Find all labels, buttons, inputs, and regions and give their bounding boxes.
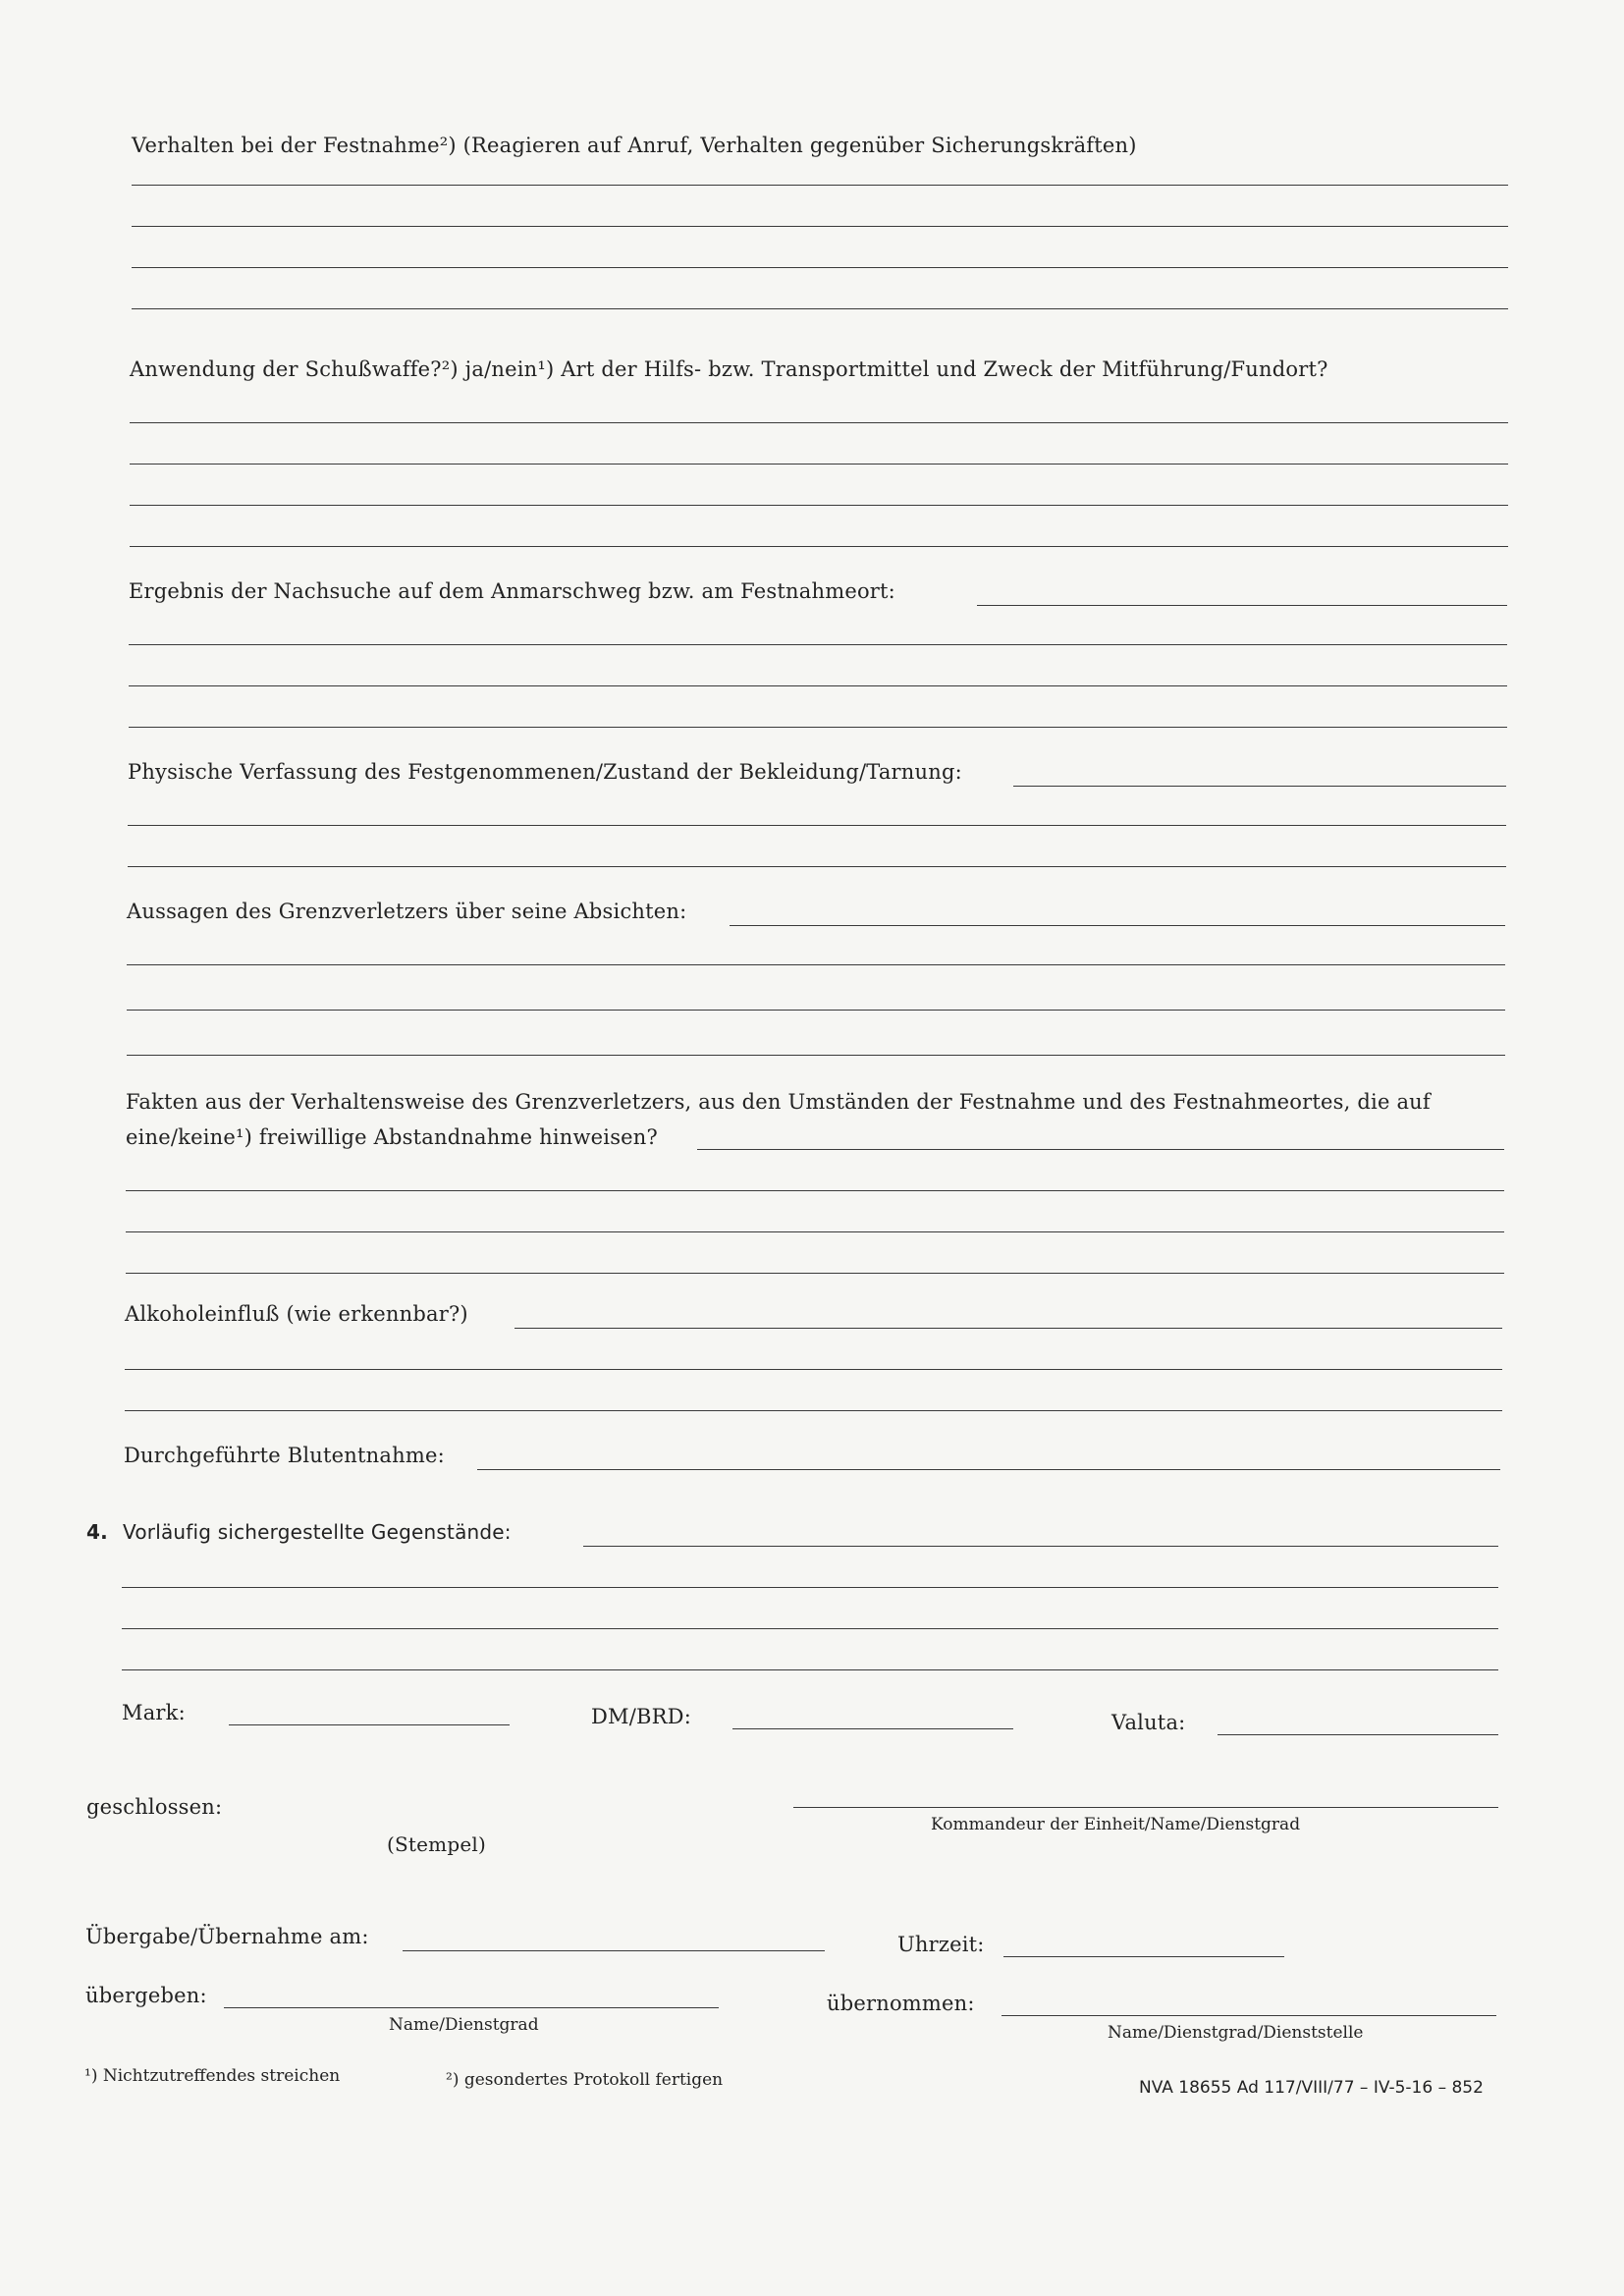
label-fakten-line1: Fakten aus der Verhaltensweise des Grenzverletzers, aus den Umständen der Festnahme und des Festnahmeortes, die auf xyxy=(126,1090,1431,1114)
answer-line[interactable] xyxy=(130,505,1508,506)
answer-line[interactable] xyxy=(130,422,1508,423)
answer-line[interactable] xyxy=(130,464,1508,465)
label-alkohol: Alkoholeinfluß (wie erkennbar?) xyxy=(125,1302,468,1326)
caption-uebergeben: Name/Dienstgrad xyxy=(389,2015,539,2035)
label-mark: Mark: xyxy=(122,1701,186,1724)
answer-line[interactable] xyxy=(132,267,1508,268)
answer-line[interactable] xyxy=(127,964,1505,965)
label-dm-brd: DM/BRD: xyxy=(591,1705,691,1728)
uebernommen-field[interactable] xyxy=(1001,2015,1496,2016)
label-valuta: Valuta: xyxy=(1111,1711,1186,1734)
form-code: NVA 18655 Ad 117/VIII/77 – IV-5-16 – 852 xyxy=(1139,2078,1484,2098)
answer-line[interactable] xyxy=(129,685,1507,686)
label-verhalten: Verhalten bei der Festnahme²) (Reagieren auf Anruf, Verhalten gegenüber Sicherungskräften) xyxy=(132,134,1137,157)
answer-line[interactable] xyxy=(129,644,1507,645)
blutentnahme-field[interactable] xyxy=(477,1469,1500,1470)
aussagen-field[interactable] xyxy=(730,925,1505,926)
answer-line[interactable] xyxy=(130,546,1508,547)
label-geschlossen: geschlossen: xyxy=(86,1795,223,1819)
answer-line[interactable] xyxy=(126,1273,1504,1274)
label-stempel: (Stempel) xyxy=(387,1832,486,1856)
answer-line[interactable] xyxy=(126,1231,1504,1232)
label-uebergeben: übergeben: xyxy=(85,1984,207,2007)
answer-line[interactable] xyxy=(122,1669,1498,1670)
answer-line[interactable] xyxy=(125,1369,1502,1370)
label-uebergabe-am: Übergabe/Übernahme am: xyxy=(85,1925,369,1948)
label-fakten-line2: eine/keine¹) freiwillige Abstandnahme hinweisen? xyxy=(126,1125,658,1149)
answer-line[interactable] xyxy=(132,185,1508,186)
caption-kommandeur: Kommandeur der Einheit/Name/Dienstgrad xyxy=(931,1815,1301,1834)
kommandeur-signature-field[interactable] xyxy=(793,1807,1498,1808)
valuta-field[interactable] xyxy=(1218,1734,1498,1735)
fakten-field[interactable] xyxy=(697,1149,1504,1150)
mark-field[interactable] xyxy=(229,1724,510,1725)
footnote-2: ²) gesondertes Protokoll fertigen xyxy=(446,2070,724,2090)
answer-line[interactable] xyxy=(132,226,1508,227)
answer-line[interactable] xyxy=(132,308,1508,309)
answer-line[interactable] xyxy=(128,825,1506,826)
uebergeben-field[interactable] xyxy=(224,2007,719,2008)
answer-line[interactable] xyxy=(126,1190,1504,1191)
physische-field[interactable] xyxy=(1013,786,1506,787)
answer-line[interactable] xyxy=(127,1055,1505,1056)
answer-line[interactable] xyxy=(128,866,1506,867)
label-aussagen: Aussagen des Grenzverletzers über seine Absichten: xyxy=(127,900,687,923)
label-schusswaffe: Anwendung der Schußwaffe?²) ja/nein¹) Art der Hilfs- bzw. Transportmittel und Zweck der Mitführung/Fundort? xyxy=(130,357,1328,381)
label-uhrzeit: Uhrzeit: xyxy=(897,1933,985,1956)
answer-line[interactable] xyxy=(129,727,1507,728)
footnote-1: ¹) Nichtzutreffendes streichen xyxy=(84,2066,341,2086)
label-physische-verfassung: Physische Verfassung des Festgenommenen/Zustand der Bekleidung/Tarnung: xyxy=(128,760,962,784)
label-blutentnahme: Durchgeführte Blutentnahme: xyxy=(124,1444,445,1467)
uhrzeit-field[interactable] xyxy=(1003,1956,1284,1957)
caption-uebernommen: Name/Dienstgrad/Dienststelle xyxy=(1108,2023,1364,2043)
alkohol-field[interactable] xyxy=(514,1328,1502,1329)
answer-line[interactable] xyxy=(122,1587,1498,1588)
label-gegenstaende: Vorläufig sichergestellte Gegenstände: xyxy=(123,1520,512,1544)
gegenstaende-field[interactable] xyxy=(583,1546,1498,1547)
answer-line[interactable] xyxy=(127,1010,1505,1011)
label-uebernommen: übernommen: xyxy=(827,1992,975,2015)
dm-brd-field[interactable] xyxy=(732,1728,1013,1729)
section-number-4: 4. xyxy=(86,1520,108,1544)
uebergabe-date-field[interactable] xyxy=(403,1950,825,1951)
answer-line[interactable] xyxy=(122,1628,1498,1629)
answer-line[interactable] xyxy=(125,1410,1502,1411)
label-nachsuche: Ergebnis der Nachsuche auf dem Anmarschweg bzw. am Festnahmeort: xyxy=(129,579,895,603)
nachsuche-field[interactable] xyxy=(977,605,1507,606)
